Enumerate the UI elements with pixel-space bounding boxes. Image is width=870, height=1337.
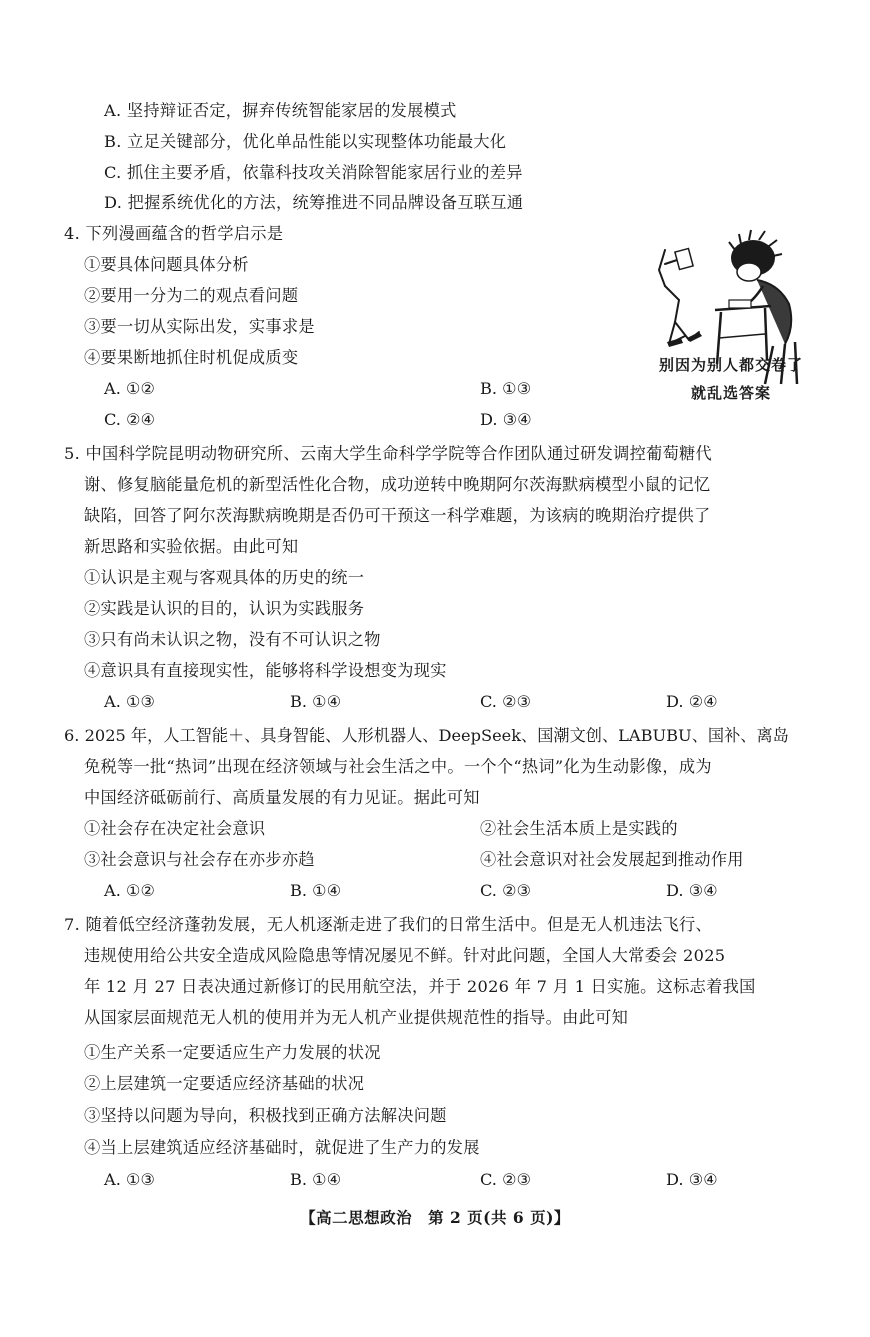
q6-option-d: D. ③④ (666, 881, 718, 900)
q4-option-c: C. ②④ (104, 410, 156, 429)
q6-statement-1: ①社会存在决定社会意识 (84, 819, 266, 838)
q5-statement-2: ②实践是认识的目的，认识为实践服务 (84, 599, 365, 618)
cartoon-caption-line-2: 就乱选答案 (690, 384, 771, 402)
q7-statement-3: ③坚持以问题为导向，积极找到正确方法解决问题 (84, 1106, 447, 1125)
q3-option-b: B. 立足关键部分，优化单品性能以实现整体功能最大化 (104, 132, 507, 151)
cartoon-caption-line-1: 别因为别人都交卷了 (658, 356, 803, 374)
q4-stem: 4. 下列漫画蕴含的哲学启示是 (64, 224, 284, 243)
exam-paper (675, 248, 693, 269)
q3-option-d: D. 把握系统优化的方法，统筹推进不同品牌设备互联互通 (104, 193, 524, 212)
q7-option-c: C. ②③ (480, 1170, 532, 1189)
q5-option-a: A. ①③ (104, 692, 156, 711)
q4-statement-3: ③要一切从实际出发，实事求是 (84, 317, 315, 336)
q7-option-d: D. ③④ (666, 1170, 718, 1189)
q7-statement-2: ②上层建筑一定要适应经济基础的状况 (84, 1074, 365, 1093)
q6-statement-4: ④社会意识对社会发展起到推动作用 (480, 850, 744, 869)
q7-statement-4: ④当上层建筑适应经济基础时，就促进了生产力的发展 (84, 1138, 480, 1157)
q6-option-a: A. ①② (104, 881, 156, 900)
q4-statement-1: ①要具体问题具体分析 (84, 255, 249, 274)
q3-option-a: A. 坚持辩证否定，摒弃传统智能家居的发展模式 (104, 101, 457, 120)
q7-option-a: A. ①③ (104, 1170, 156, 1189)
q6-statement-2: ②社会生活本质上是实践的 (480, 819, 678, 838)
q4-statement-4: ④要果断地抓住时机促成质变 (84, 348, 299, 367)
q6-statement-3: ③社会意识与社会存在亦步亦趋 (84, 850, 315, 869)
q7-option-b: B. ①④ (290, 1170, 342, 1189)
q7-stem-line-3: 年 12 月 27 日表决通过新修订的民用航空法，并于 2026 年 7 月 1 日实施。这标志着我国 (84, 977, 756, 996)
q5-option-d: D. ②④ (666, 692, 718, 711)
q5-stem-line-1: 5. 中国科学院昆明动物研究所、云南大学生命科学学院等合作团队通过研发调控葡萄糖代 (64, 444, 713, 463)
q4-option-a: A. ①② (104, 379, 156, 398)
q6-stem-line-3: 中国经济砥砺前行、高质量发展的有力见证。据此可知 (84, 788, 480, 807)
q5-stem-line-3: 缺陷，回答了阿尔茨海默病晚期是否仍可干预这一科学难题，为该病的晚期治疗提供了 (84, 506, 711, 525)
q5-option-b: B. ①④ (290, 692, 342, 711)
page-footer: 【高二思想政治 第 2 页(共 6 页)】 (300, 1208, 570, 1227)
q6-option-c: C. ②③ (480, 881, 532, 900)
q5-statement-3: ③只有尚未认识之物，没有不可认识之物 (84, 630, 381, 649)
q4-statement-2: ②要用一分为二的观点看问题 (84, 286, 299, 305)
q5-statement-4: ④意识具有直接现实性，能够将科学设想变为现实 (84, 661, 447, 680)
desk-paper (729, 300, 751, 308)
q4-option-b: B. ①③ (480, 379, 532, 398)
q6-stem-line-2: 免税等一批“热词”出现在经济领域与社会生活之中。一个个“热词”化为生动影像，成为 (84, 757, 712, 776)
q7-stem-line-2: 违规使用给公共安全造成风险隐患等情况屡见不鲜。针对此问题，全国人大常委会 2025 (84, 946, 726, 965)
q5-stem-line-4: 新思路和实验依据。由此可知 (84, 537, 299, 556)
q4-option-d: D. ③④ (480, 410, 532, 429)
q6-stem-line-1: 6. 2025 年，人工智能＋、具身智能、人形机器人、DeepSeek、国潮文创、LABUBU、国补、离岛 (64, 726, 789, 745)
q7-statement-1: ①生产关系一定要适应生产力发展的状况 (84, 1043, 381, 1062)
q5-stem-line-2: 谢、修复脑能量危机的新型活性化合物，成功逆转中晚期阿尔茨海默病模型小鼠的记忆 (84, 475, 711, 494)
q7-stem-line-4: 从国家层面规范无人机的使用并为无人机产业提供规范性的指导。由此可知 (84, 1008, 629, 1027)
q7-stem-line-1: 7. 随着低空经济蓬勃发展，无人机逐渐走进了我们的日常生活中。但是无人机违法飞行、 (64, 915, 713, 934)
q6-option-b: B. ①④ (290, 881, 342, 900)
q5-option-c: C. ②③ (480, 692, 532, 711)
q5-statement-1: ①认识是主观与客观具体的历史的统一 (84, 568, 365, 587)
q3-option-c: C. 抓住主要矛盾，依靠科技攻关消除智能家居行业的差异 (104, 163, 523, 182)
